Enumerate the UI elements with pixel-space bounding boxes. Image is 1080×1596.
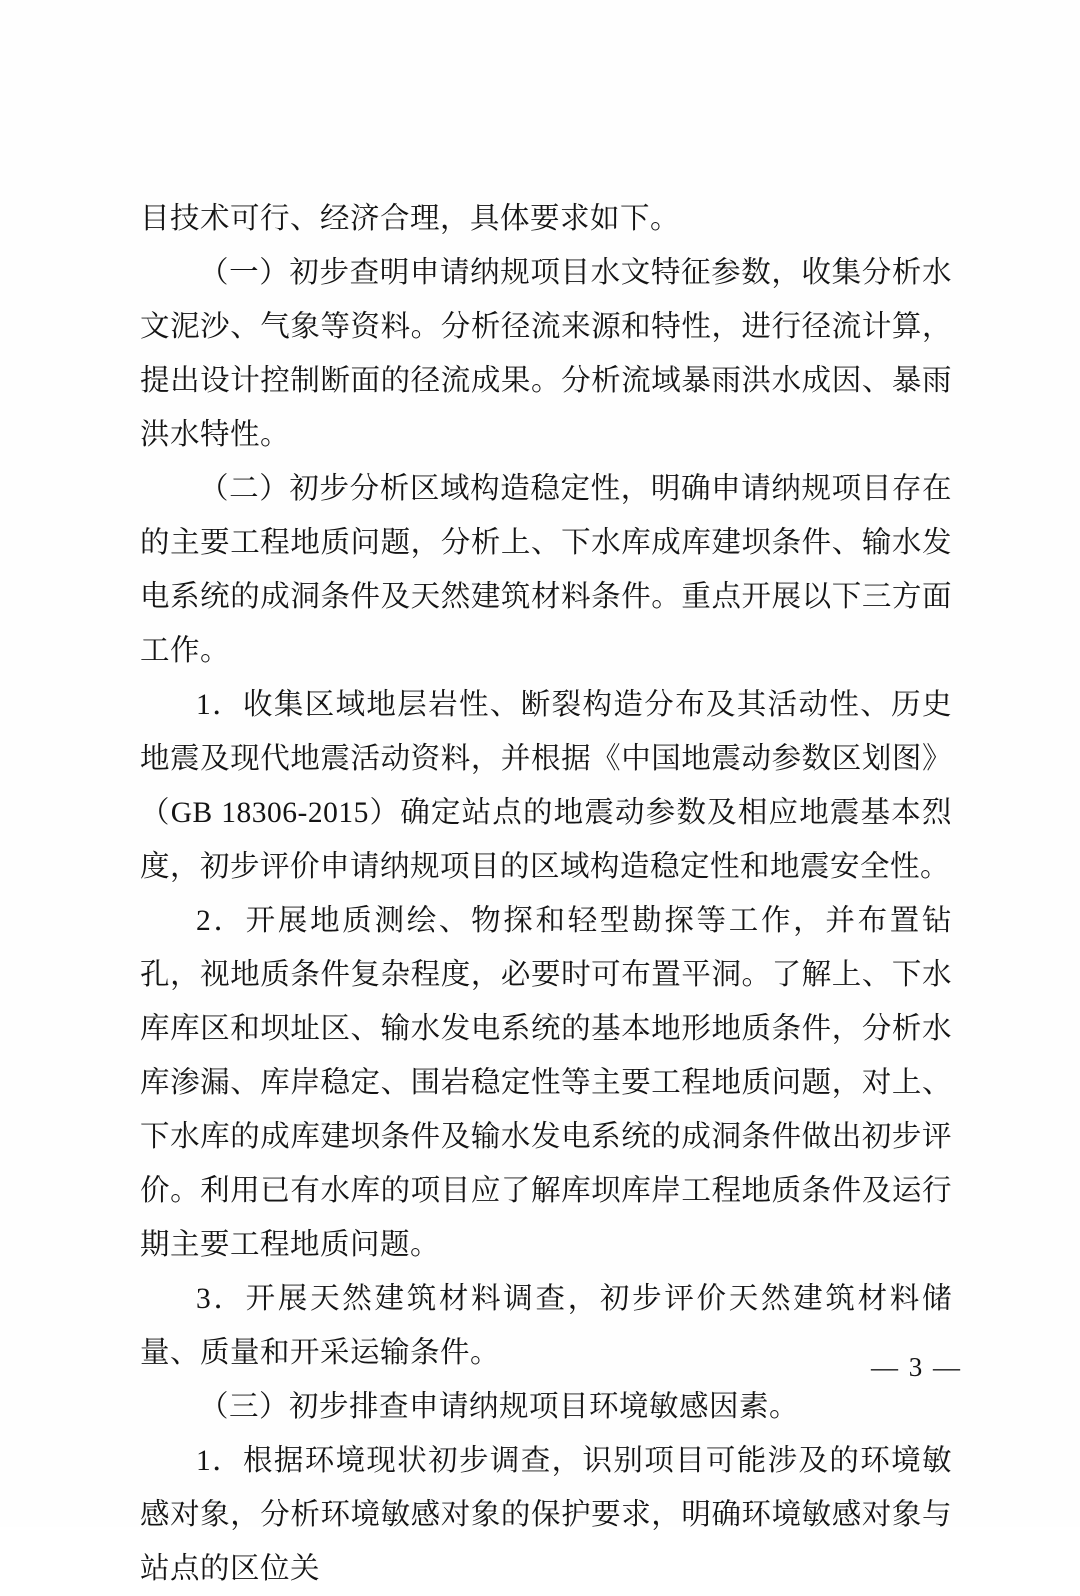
paragraph-sub-three: 3．开展天然建筑材料调查，初步评价天然建筑材料储量、质量和开采运输条件。 bbox=[140, 1283, 952, 1369]
paragraph-sub-four: 1．根据环境现状初步调查，识别项目可能涉及的环境敏感对象，分析环境敏感对象的保护要求，明确环境敏感对象与站点的区位关 bbox=[140, 1445, 952, 1585]
paragraph-sub-one: 1．收集区域地层岩性、断裂构造分布及其活动性、历史地震及现代地震活动资料，并根据《中国地震动参数区划图》（GB 18306-2015）确定站点的地震动参数及相应地震基本烈度，初步评价申请纳规项目的区域构造稳定性和地震安全性。 bbox=[140, 689, 952, 883]
paragraph-lead: 目技术可行、经济合理，具体要求如下。 bbox=[140, 203, 681, 235]
paragraph-sub-two: 2．开展地质测绘、物探和轻型勘探等工作，并布置钻孔，视地质条件复杂程度，必要时可布置平洞。了解上、下水库库区和坝址区、输水发电系统的基本地形地质条件，分析水库渗漏、库岸稳定、围岩稳定性等主要工程地质问题，对上、下水库的成库建坝条件及输水发电系统的成洞条件做出初步评价。利用已有水库的项目应了解库坝库岸工程地质条件及运行期主要工程地质问题。 bbox=[140, 905, 952, 1261]
paragraph-section-two: （二）初步分析区域构造稳定性，明确申请纳规项目存在的主要工程地质问题，分析上、下水库成库建坝条件、输水发电系统的成洞条件及天然建筑材料条件。重点开展以下三方面工作。 bbox=[140, 473, 952, 667]
paragraph-section-one: （一）初步查明申请纳规项目水文特征参数，收集分析水文泥沙、气象等资料。分析径流来源和特性，进行径流计算，提出设计控制断面的径流成果。分析流域暴雨洪水成因、暴雨洪水特性。 bbox=[140, 257, 952, 451]
paragraph-section-three: （三）初步排查申请纳规项目环境敏感因素。 bbox=[199, 1391, 800, 1423]
document-body bbox=[140, 192, 952, 1596]
page-number: — 3 — bbox=[871, 1352, 962, 1382]
